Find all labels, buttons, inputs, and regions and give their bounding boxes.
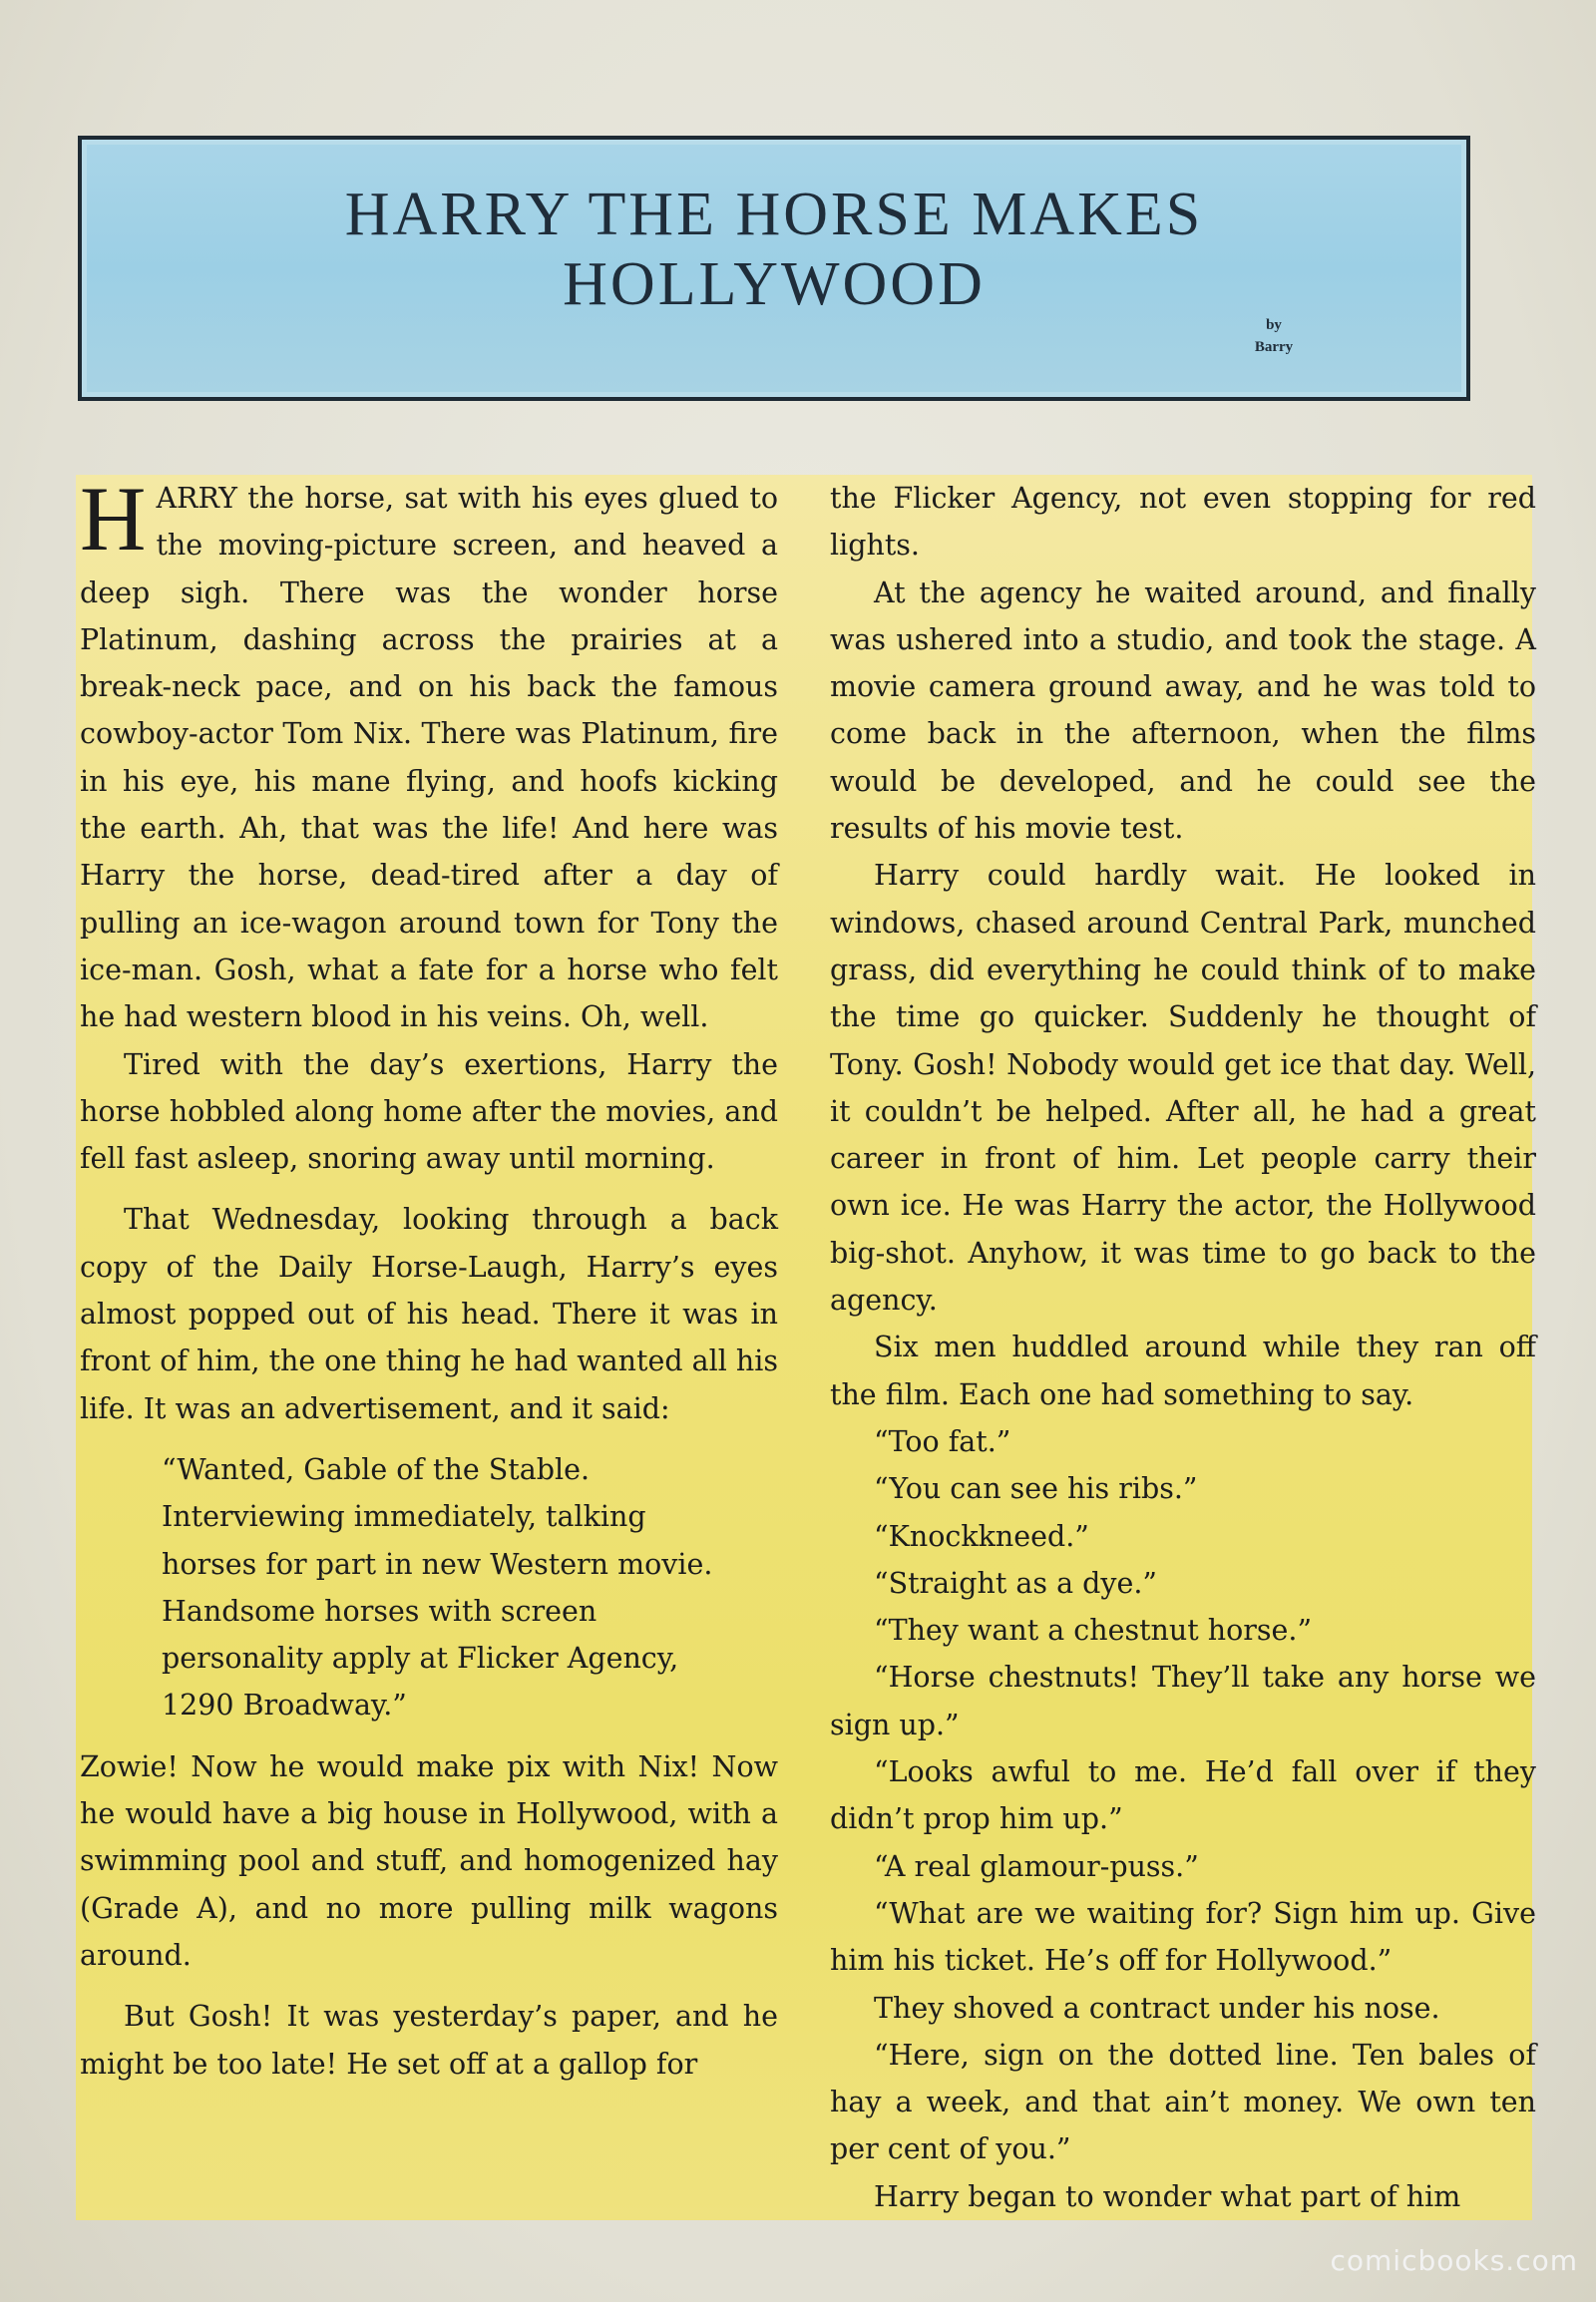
dialogue-line: “Horse chestnuts! They’ll take any horse we sign up.” bbox=[830, 1661, 1536, 1741]
paragraph: HARRY the horse, sat with his eyes glued to the moving-picture screen, and heaved a deep sigh. There was the wonder horse Platinum, dashing across the prairies at a break-neck pace, and on his back the famous cowboy-actor Tom Nix. There was Platinum, fire in his eye, his mane flying, and hoofs kicking the earth. Ah, that was the life! And here was Harry the horse, dead-tired after a day of pulling an ice-wagon around town for Tony the ice-man. Gosh, what a fate for a horse who felt he had western blood in his veins. Oh, well. bbox=[80, 468, 778, 1034]
paragraph: That Wednesday, looking through a back copy of the Daily Horse-Laugh, Harry’s eyes almost popped out of his head. There it was in front of him, the one thing he had wanted all his life. It was an advertisement, and it said: bbox=[80, 1203, 779, 1425]
story-title-line1: HARRY THE HORSE MAKES bbox=[344, 181, 1204, 248]
story-title-line2: HOLLYWOOD bbox=[563, 250, 986, 318]
paragraph: But Gosh! It was yesterday’s paper, and he might be too late! He set off at a gallop for bbox=[80, 2000, 778, 2081]
dialogue-line: “They want a chestnut horse.” bbox=[874, 1614, 1313, 1648]
dialogue-line: “Here, sign on the dotted line. Ten bales of hay a week, and that ain’t money. We own ten per cent of you.” bbox=[830, 2038, 1536, 2166]
dialogue-line: “You can see his ribs.” bbox=[874, 1472, 1198, 1506]
paragraph: They shoved a contract under his nose. bbox=[874, 1991, 1440, 2025]
story-column-right bbox=[830, 475, 1536, 2220]
paragraph: Harry began to wonder what part of him bbox=[874, 2179, 1461, 2213]
drop-cap: H bbox=[80, 468, 147, 570]
paragraph: At the agency he waited around, and finally was ushered into a studio, and took the stage. A movie camera ground away, and he was told to come back in the afternoon, when the films would be developed, and he could see the results of his movie test. bbox=[830, 576, 1536, 846]
paragraph: Zowie! Now he would make pix with Nix! Now he would have a big house in Hollywood, with a swimming pool and stuff, and homogenized hay (Grade A), and no more pulling milk wagons around. bbox=[80, 1749, 778, 1972]
story-column-left bbox=[80, 468, 779, 2088]
paragraph: Tired with the day’s exertions, Harry the horse hobbled along home after the movies, and fell fast asleep, snoring away until morning. bbox=[80, 1047, 778, 1176]
advertisement-quote: “Wanted, Gable of the Stable. Interviewing immediately, talking horses for part in new Western movie. Handsome horses with screen personality apply at Flicker Agency, 1290 Broadway.” bbox=[162, 1452, 713, 1723]
dialogue-line: “Straight as a dye.” bbox=[874, 1566, 1157, 1600]
paragraph: Harry could hardly wait. He looked in windows, chased around Central Park, munched grass, did everything he could think of to make the time go quicker. Suddenly he thought of Tony. Gosh! Nobody would get ice that day. Well, it couldn’t be helped. After all, he had a great career in front of him. Let people carry their own ice. He was Harry the actor, the Hollywood big-shot. Anyhow, it was time to go back to the agency. bbox=[830, 859, 1536, 1318]
paragraph: the Flicker Agency, not even stopping for red lights. bbox=[830, 482, 1536, 563]
byline-author: Barry bbox=[1254, 339, 1294, 355]
byline-by: by bbox=[1266, 317, 1282, 333]
dialogue-line: “A real glamour-puss.” bbox=[874, 1849, 1199, 1883]
dialogue-line: “Too fat.” bbox=[874, 1424, 1011, 1458]
dialogue-line: “Knockkneed.” bbox=[874, 1519, 1089, 1553]
title-banner bbox=[78, 136, 1470, 401]
paragraph: Six men huddled around while they ran off the film. Each one had something to say. bbox=[830, 1331, 1536, 1411]
dialogue-line: “Looks awful to me. He’d fall over if they didn’t prop him up.” bbox=[830, 1755, 1536, 1836]
site-watermark: comicbooks.com bbox=[1330, 2244, 1578, 2277]
dialogue-line: “What are we waiting for? Sign him up. Give him his ticket. He’s off for Hollywood.” bbox=[830, 1896, 1536, 1978]
